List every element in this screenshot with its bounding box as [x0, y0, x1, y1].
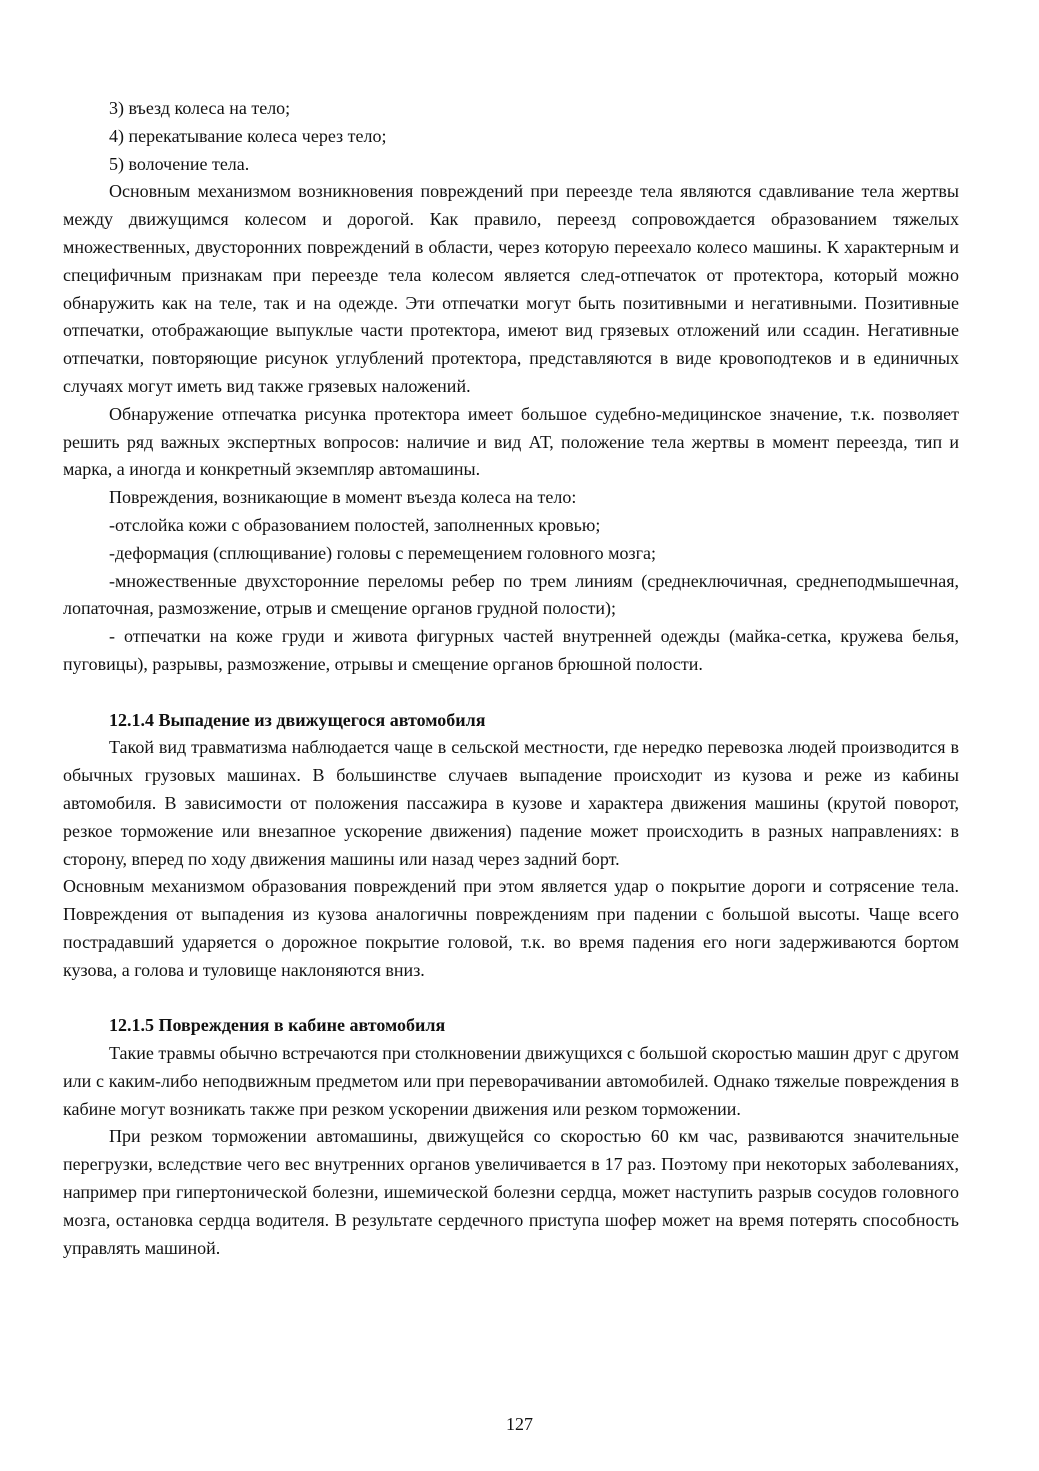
paragraph: Такие травмы обычно встречаются при столкновении движущихся с большой скоростью машин друг с другом или с каким-либо неподвижным предметом или при переворачивании автомобилей. Однако тяжелые повреждения в кабине могут возникать также при резком ускорении движения или резком торможении. — [63, 1043, 959, 1119]
paragraph: Основным механизмом образования повреждений при этом является удар о покрытие дороги и сотрясение тела. Повреждения от выпадения из кузова аналогичны повреждениям при падении с большой высоты. Чаще всего пострадавший ударяется о дорожное покрытие головой, т.к. во время падения его ноги задерживаются бортом кузова, а голова и туловище наклоняются вниз. — [63, 876, 959, 980]
paragraph: Обнаружение отпечатка рисунка протектора имеет большое судебно-медицинское значение, т.к. позволяет решить ряд важных экспертных вопросов: наличие и вид АТ, положение тела жертвы в момент переезда, тип и марка, а иногда и конкретный экземпляр автомашины. — [63, 403, 959, 480]
spacer — [63, 985, 959, 1013]
list-item: 3) въезд колеса на тело; — [109, 98, 291, 118]
page-body — [63, 95, 959, 1262]
list-item: - отпечатки на коже груди и живота фигурных частей внутренней одежды (майка-сетка, кружева белья, пуговицы), разрывы, размозжение, отрывы и смещение органов брюшной полости. — [63, 626, 959, 674]
list-item: 4) перекатывание колеса через тело; — [109, 125, 387, 146]
paragraph: Основным механизмом возникновения повреждений при переезде тела являются сдавливание тела жертвы между движущимся колесом и дорогой. Как правило, переезд сопровождается образованием тяжелых множественных, двусторонних повреждений в области, через которую переехало колесо машины. К характерным и специфичным признакам при переезде тела колесом является след-отпечаток от протектора, который можно обнаружить как на теле, так и на одежде. Эти отпечатки могут быть позитивными и негативными. Позитивные отпечатки, отображающие выпуклые части протектора, имеют вид грязевых отложений или ссадин. Негативные отпечатки, повторяющие рисунок углублений протектора, представляются в виде кровоподтеков и в единичных случаях могут иметь вид также грязевых наложений. — [63, 181, 959, 396]
paragraph: При резком торможении автомашины, движущейся со скоростью 60 км час, развиваются значительные перегрузки, вследствие чего вес внутренних органов увеличивается в 17 раз. Поэтому при некоторых заболеваниях, например при гипертонической болезни, ишемической болезни сердца, может наступить разрыв сосудов головного мозга, остановка сердца водителя. В результате сердечного приступа шофер может на время потерять способность управлять машиной. — [63, 1126, 959, 1258]
spacer — [63, 679, 959, 707]
paragraph: Такой вид травматизма наблюдается чаще в сельской местности, где нередко перевозка людей производится в обычных грузовых машинах. В большинстве случаев выпадение происходит из кузова и реже из кабины автомобиля. В зависимости от положения пассажира в кузове и характера движения машины (крутой поворот, резкое торможение или внезапное ускорение движения) падение может происходить в разных направлениях: в сторону, вперед по ходу движения машины или назад через задний борт. — [63, 737, 959, 869]
list-item: -деформация (сплющивание) головы с перемещением головного мозга; — [109, 542, 656, 563]
list-item: -отслойка кожи с образованием полостей, заполненных кровью; — [109, 514, 601, 535]
list-item: -множественные двухсторонние переломы ребер по трем линиям (среднеключичная, среднеподмышечная, лопаточная, размозжение, отрыв и смещение органов грудной полости); — [63, 570, 959, 619]
page-number: 127 — [506, 1414, 533, 1434]
list-item: 5) волочение тела. — [109, 153, 250, 174]
section-heading: 12.1.4 Выпадение из движущегося автомобиля — [109, 709, 486, 730]
paragraph: Повреждения, возникающие в момент въезда колеса на тело: — [109, 487, 577, 508]
section-heading: 12.1.5 Повреждения в кабине автомобиля — [109, 1015, 446, 1036]
